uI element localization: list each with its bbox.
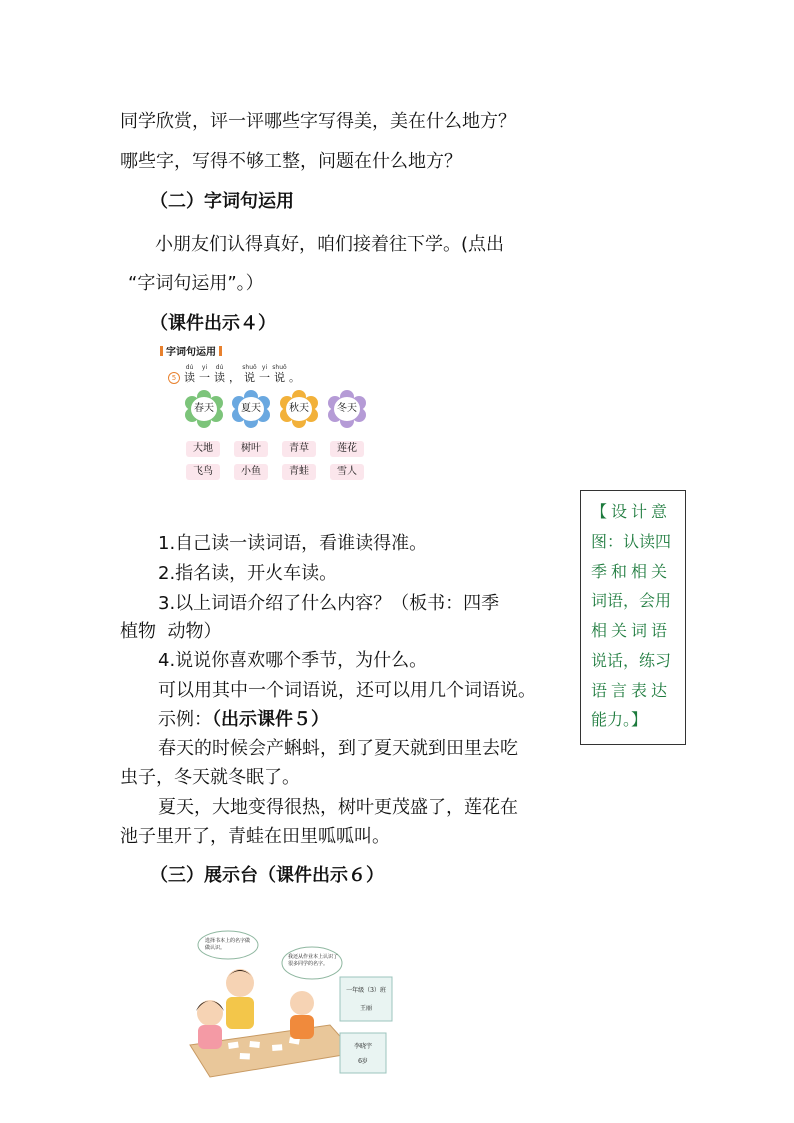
word-chip: 飞鸟 (186, 464, 220, 480)
slide-instruction (182, 364, 302, 384)
season-label: 春天 (191, 397, 217, 421)
exercise-number-badge: 5 (168, 372, 180, 384)
section-heading: （三）展示台（课件出示６） (150, 865, 384, 886)
season-label: 夏天 (238, 397, 264, 421)
hanzi: 说 (274, 371, 285, 384)
example-line (158, 708, 329, 732)
name-card2-age: 6岁 (358, 1058, 368, 1065)
title-marker (160, 346, 163, 356)
design-line: 词语，会用 (591, 591, 672, 610)
paragraph-line: 哪些字，写得不够工整，问题在什么地方？ (120, 151, 462, 172)
ruby-character (272, 364, 287, 384)
list-item: 1.自己读一读词语，看谁读得准。 (158, 533, 428, 554)
paragraph-line: “字词句运用”。） (128, 273, 264, 294)
word-chip: 青草 (282, 441, 316, 457)
design-line: 语言表达 (591, 681, 672, 700)
name-card-name: 王丽 (359, 1005, 372, 1012)
example-courseware: （出示课件５） (212, 709, 329, 730)
hanzi: 一 (259, 371, 270, 384)
pinyin: yi (261, 364, 268, 371)
slide-title-text: 字词句运用 (166, 347, 216, 358)
pinyin: dú (185, 364, 194, 371)
word-chip: 青蛙 (282, 464, 316, 480)
season-label: 秋天 (286, 397, 312, 421)
pinyin (234, 364, 236, 371)
hanzi: 。 (289, 371, 300, 384)
speech-bubble-left-text: 选择书本上的名字做做认识。 (205, 938, 251, 951)
name-card-class: 一年级（3）班 (346, 987, 386, 994)
classroom-illustration (180, 925, 395, 1085)
paragraph-line (120, 110, 532, 134)
paragraph-line: 小朋友们认得真好，咱们接着往下学。(点出 (155, 234, 505, 255)
hanzi: 说 (244, 371, 255, 384)
ruby-character (287, 364, 302, 384)
hanzi: 读 (184, 371, 195, 384)
list-item-continuation: 植物 动物） (120, 621, 222, 642)
season-flower (232, 390, 270, 428)
design-line: 能力。】 (591, 710, 648, 729)
design-line: 季和相关 (591, 562, 672, 581)
name-card2-name: 李晓宇 (353, 1043, 372, 1050)
ruby-character (227, 364, 242, 384)
list-item: 4.说说你喜欢哪个季节，为什么。 (158, 650, 428, 671)
section-heading: （二）字词句运用 (150, 191, 294, 212)
design-line: 相关词语 (591, 621, 672, 640)
slide-title (160, 343, 225, 358)
ruby-character (197, 364, 212, 384)
paragraph-line: 可以用其中一个词语说，还可以用几个词语说。 (158, 680, 536, 701)
word-chip: 树叶 (234, 441, 268, 457)
paragraph-line: 春天的时候会产蝌蚪，到了夏天就到田里去吃 (158, 738, 518, 759)
ruby-character (242, 364, 257, 384)
hanzi: 一 (199, 371, 210, 384)
courseware-slide-4 (160, 342, 380, 492)
paragraph-line: 池子里开了，青蛙在田里呱呱叫。 (120, 826, 390, 847)
hanzi: ， (229, 371, 240, 384)
word-chip: 小鱼 (234, 464, 268, 480)
design-intent-box (580, 490, 686, 745)
pinyin: shuō (242, 364, 257, 371)
text: 同学欣赏，评一评哪些字写得美，美在什么地方？ (120, 111, 516, 132)
courseware-label: （课件出示４） (150, 313, 276, 334)
word-chip: 莲花 (330, 441, 364, 457)
design-line: 说话，练习 (591, 651, 672, 670)
title-marker (219, 346, 222, 356)
example-label: 示例： (158, 709, 212, 730)
pinyin (294, 364, 296, 371)
list-item: 3.以上词语介绍了什么内容？（板书：四季 (158, 593, 500, 614)
season-label: 冬天 (334, 397, 360, 421)
word-chip: 雪人 (330, 464, 364, 480)
season-flower (280, 390, 318, 428)
ruby-character (182, 364, 197, 384)
design-line: 图：认读四 (591, 532, 672, 551)
list-item: 2.指名读，开火车读。 (158, 563, 338, 584)
speech-bubble-right-text: 我还从作业本上认识了很多同学的名字。 (288, 954, 339, 967)
pinyin: dú (215, 364, 224, 371)
pinyin: shuō (272, 364, 287, 371)
ruby-character (257, 364, 272, 384)
pinyin: yi (201, 364, 208, 371)
design-line: 【设计意 (591, 502, 672, 521)
paragraph-line: 虫子，冬天就冬眠了。 (120, 767, 300, 788)
word-chip: 大地 (186, 441, 220, 457)
hanzi: 读 (214, 371, 225, 384)
season-flower (328, 390, 366, 428)
season-flower (185, 390, 223, 428)
paragraph-line: 夏天，大地变得很热，树叶更茂盛了，莲花在 (158, 797, 518, 818)
ruby-character (212, 364, 227, 384)
